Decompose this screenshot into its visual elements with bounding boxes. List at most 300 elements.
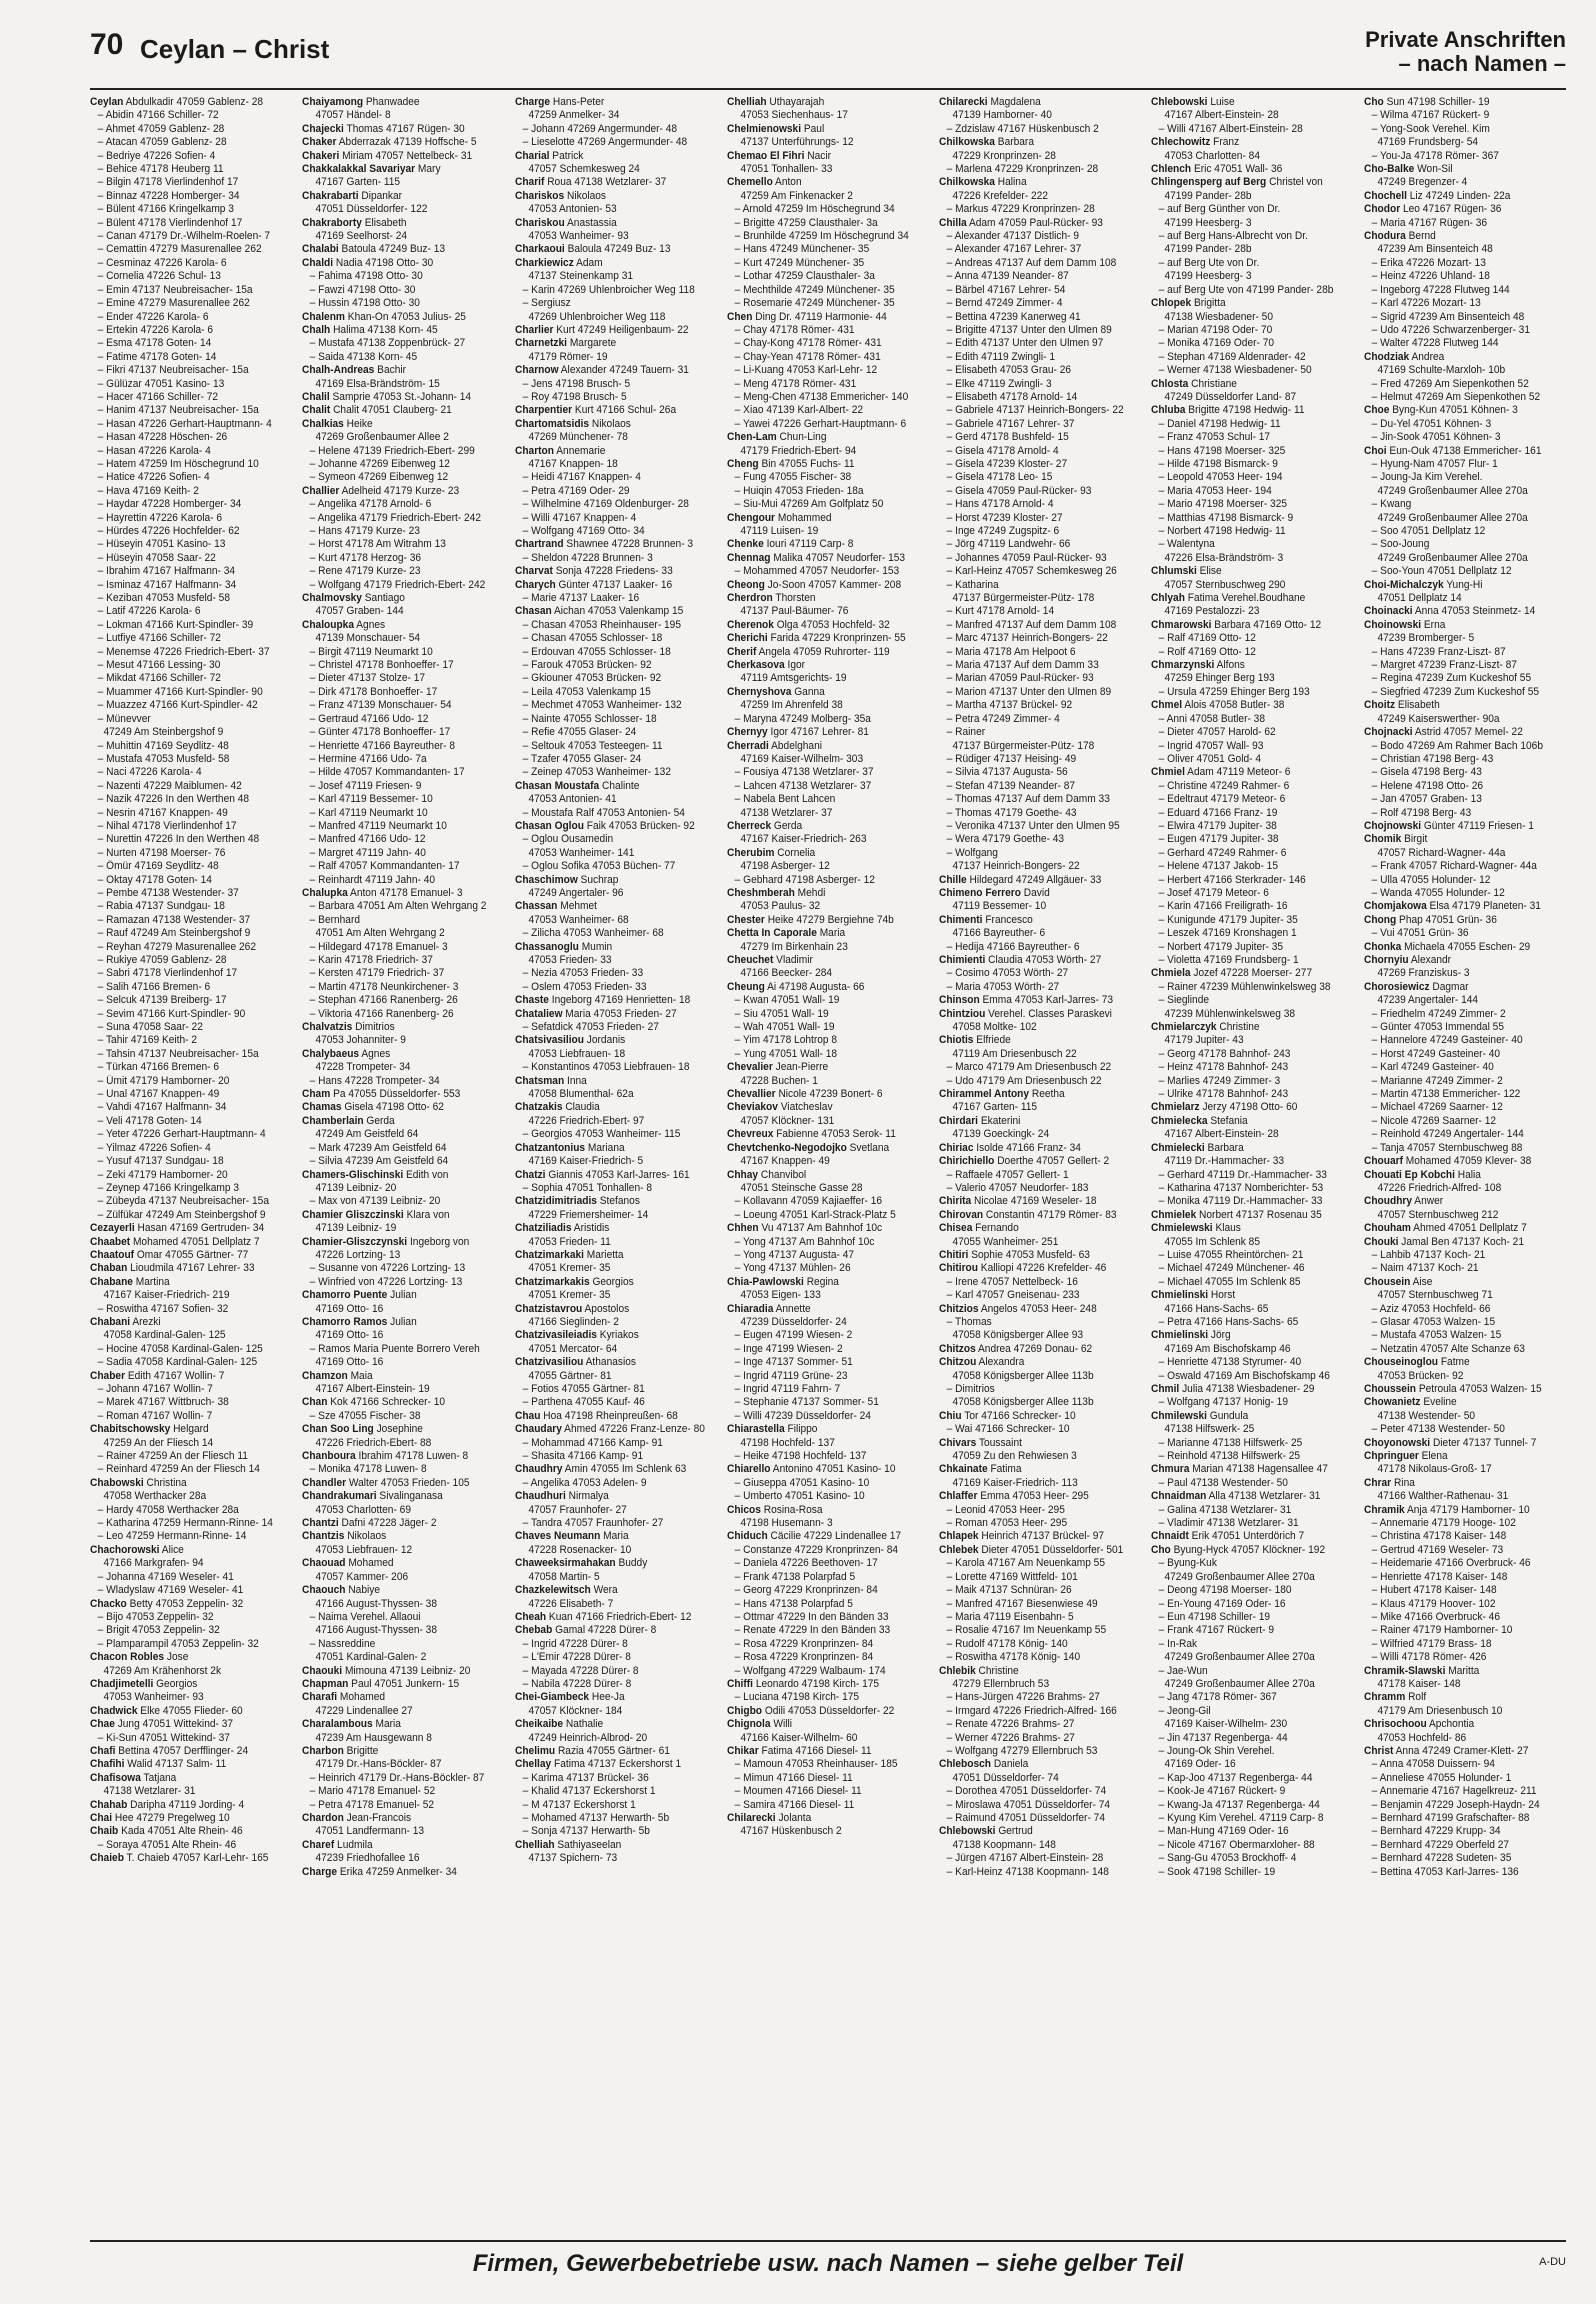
directory-entry: – Zeinep 47053 Wanheimer- 132 [522, 766, 671, 779]
directory-entry: – Jürgen 47167 Albert-Einstein- 28 [946, 1852, 1104, 1865]
directory-entry: – Oglou Ousamedin [522, 833, 613, 846]
directory-entry: 47051 Tonhallen- 33 [740, 163, 833, 176]
directory-entry: 47138 Wetzlarer- 37 [740, 806, 833, 819]
directory-entry: – Manfred 47137 Auf dem Damm 108 [946, 618, 1117, 631]
directory-entry: – Sze 47055 Fischer- 38 [309, 1409, 421, 1422]
directory-entry: 47137 Heinrich-Bongers- 22 [952, 860, 1080, 873]
directory-entry: 47249 Großenbaumer Allee 270a [1164, 1570, 1316, 1583]
directory-entry: – Inge 47249 Zugspitz- 6 [946, 525, 1060, 537]
directory-entry: – Bernhard 47229 Oberfeld 27 [1371, 1838, 1509, 1851]
directory-entry: 47199 Heesberg- 3 [1164, 216, 1252, 229]
directory-entry: – Rosemarie 47249 Münchener- 35 [734, 297, 895, 310]
directory-entry: – Reinhardt 47119 Jahn- 40 [309, 873, 436, 886]
directory-entry: – Ulrike 47178 Bahnhof- 243 [1159, 1088, 1289, 1101]
directory-entry: – Lutfiye 47166 Schiller- 72 [97, 632, 221, 645]
directory-entry: Charif Roua 47138 Wetzlarer- 37 [514, 176, 666, 189]
directory-entry: – Lorette 47169 Wittfeld- 101 [946, 1570, 1078, 1583]
directory-entry: 47058 Königsberger Allee 113b [952, 1369, 1094, 1382]
directory-entry: Challier Adelheid 47179 Kurze- 23 [302, 484, 460, 497]
directory-entry: Chirdari Ekaterini [939, 1114, 1021, 1127]
directory-entry: Chassanoglu Mumin [514, 940, 612, 953]
directory-entry: – Ahmet 47059 Gablenz- 28 [97, 122, 225, 135]
directory-entry: – Karl 47226 Mozart- 13 [1371, 297, 1481, 310]
directory-entry: 47249 Angertaler- 96 [528, 886, 623, 899]
directory-entry: 47167 Knappen- 18 [528, 457, 618, 470]
directory-entry: 47053 Paulus- 32 [740, 900, 821, 913]
directory-entry: Chiarello Antonino 47051 Kasino- 10 [726, 1463, 896, 1476]
directory-entry: – Mechthilde 47249 Münchener- 35 [734, 283, 895, 296]
directory-entry: – Wilfried 47179 Brass- 18 [1371, 1637, 1492, 1650]
directory-entry: Chilkowska Halina [939, 176, 1027, 189]
directory-entry: Chevtchenko-Negodojko Svetlana [726, 1141, 890, 1154]
directory-entry: – Hans 47249 Münchener- 35 [734, 243, 870, 256]
directory-entry: – Margret 47119 Jahn- 40 [309, 846, 427, 859]
directory-entry: – Wah 47051 Wall- 19 [734, 1021, 835, 1034]
directory-entry: 47226 Elsa-Brändström- 3 [1164, 551, 1284, 564]
directory-entry: Chalybaeus Agnes [302, 1047, 391, 1060]
directory-entry: – auf Berg Günther von Dr. [1159, 203, 1281, 216]
directory-entry: 47169 Otto- 16 [315, 1302, 384, 1315]
directory-entry: – Sheldon 47228 Brunnen- 3 [522, 551, 653, 564]
directory-entry: – Türkan 47166 Bremen- 6 [97, 1061, 220, 1074]
directory-entry: – Josef 47179 Meteor- 6 [1159, 886, 1270, 899]
directory-entry: – Hilde 47198 Bismarck- 9 [1159, 457, 1279, 470]
directory-entry: Chamorro Puente Julian [302, 1289, 418, 1302]
directory-entry: Chojnowski Günter 47119 Friesen- 1 [1363, 819, 1534, 832]
directory-entry: – Gertraud 47166 Udo- 12 [309, 712, 429, 725]
directory-entry: – Petra 47169 Oder- 29 [522, 484, 630, 497]
directory-entry: 47269 Am Krähenhorst 2k [103, 1664, 222, 1677]
directory-entry: – Hans 47228 Trompeter- 34 [309, 1074, 440, 1087]
directory-entry: 47229 Lindenallee 27 [315, 1704, 413, 1717]
directory-entry: – Wolfgang 47279 Ellernbruch 53 [946, 1744, 1098, 1757]
directory-entry: – Horst 47178 Am Witrahm 13 [309, 538, 447, 551]
directory-entry: – Lieselotte 47269 Angermunder- 48 [522, 136, 687, 149]
directory-entry: – Gülüzar 47051 Kasino- 13 [97, 377, 225, 390]
directory-entry: – Marlena 47229 Kronprinzen- 28 [946, 163, 1099, 176]
directory-entry: Chia-Pawlowski Regina [726, 1275, 839, 1288]
directory-entry: Chaieb T. Chaieb 47057 Karl-Lehr- 165 [90, 1852, 269, 1865]
directory-entry: – auf Berg Ute von 47199 Pander- 28b [1159, 283, 1334, 296]
directory-entry: Chamas Gisela 47198 Otto- 62 [302, 1101, 445, 1114]
directory-entry: – Edith 47119 Zwingli- 1 [946, 350, 1056, 363]
directory-entry: – Annemarie 47179 Hooge- 102 [1371, 1517, 1516, 1530]
directory-entry: – Dorothea 47051 Düsseldorfer- 74 [946, 1785, 1107, 1798]
directory-entry: – Rosalie 47167 Im Neuenkamp 55 [946, 1624, 1107, 1637]
directory-entry: – Norbert 47179 Jupiter- 35 [1159, 940, 1284, 953]
directory-entry: – Johanna 47169 Weseler- 41 [97, 1570, 234, 1583]
directory-entry: – Chay-Yean 47178 Römer- 431 [734, 350, 881, 363]
directory-entry: – Yong 47137 Mühlen- 26 [734, 1262, 851, 1275]
directory-entry: – Pembe 47138 Westender- 37 [97, 886, 239, 899]
directory-entry: – Gisela 47178 Arnold- 4 [946, 444, 1059, 457]
section-title-line1: Private Anschriften [1365, 27, 1566, 52]
directory-entry: Chmielinski Horst [1151, 1289, 1236, 1302]
directory-entry: – Mikdat 47166 Schiller- 72 [97, 672, 221, 685]
directory-entry: – Karin 47178 Friedrich- 37 [309, 954, 434, 966]
directory-entry: 47228 Trompeter- 34 [315, 1061, 411, 1074]
directory-entry: Cherdron Thorsten [726, 592, 816, 605]
directory-entry: – Reyhan 47279 Masurenallee 262 [97, 940, 257, 953]
directory-entry: Chaloupka Agnes [302, 618, 386, 631]
directory-entry: – Hildegard 47178 Emanuel- 3 [309, 940, 448, 953]
directory-entry: – Wolfgang 47179 Friedrich-Ebert- 242 [309, 578, 486, 591]
footer-note: Firmen, Gewerbebetriebe usw. nach Namen – siehe gelber Teil [472, 2250, 1184, 2277]
directory-entry: 47169 Otto- 16 [315, 1329, 384, 1342]
directory-entry: Chatzistavrou Apostolos [514, 1302, 629, 1315]
directory-entry: – Sevim 47166 Kurt-Spindler- 90 [97, 1007, 246, 1020]
directory-entry: Chiu Tor 47166 Schrecker- 10 [939, 1409, 1076, 1422]
directory-entry: 47053 Frieden- 11 [528, 1235, 611, 1248]
directory-entry: – Erika 47226 Mozart- 13 [1371, 256, 1486, 269]
directory-entry: – Oglou Sofika 47053 Büchen- 77 [522, 860, 675, 873]
directory-entry: – Sophia 47051 Tonhallen- 8 [522, 1181, 652, 1194]
directory-entry: 47057 Schemkesweg 24 [528, 163, 640, 176]
directory-entry: Chatzi Giannis 47053 Karl-Jarres- 161 [514, 1168, 690, 1181]
directory-entry: Chemao El Fihri Nacir [726, 149, 831, 162]
directory-entry: Chlumski Elise [1151, 565, 1223, 578]
directory-entry: 47228 Buchen- 1 [740, 1074, 818, 1087]
directory-entry: – Willi 47239 Düsseldorfer- 24 [734, 1409, 871, 1422]
directory-entry: – Jan 47057 Graben- 13 [1371, 793, 1482, 806]
directory-column [1151, 96, 1353, 2206]
directory-entry: Chmilewski Gundula [1151, 1409, 1249, 1422]
directory-entry: Chamzon Maia [302, 1369, 373, 1382]
directory-entry: Chochell Liz 47249 Linden- 22a [1363, 189, 1511, 202]
directory-entry: – Bülent 47178 Vierlindenhof 17 [97, 216, 243, 229]
directory-entry: – Kunigunde 47179 Jupiter- 35 [1159, 913, 1299, 926]
directory-entry: Chabowski Christina [90, 1476, 187, 1489]
directory-entry: – Mike 47166 Overbruck- 46 [1371, 1610, 1500, 1623]
directory-entry: – Huiqin 47053 Frieden- 18a [734, 484, 864, 497]
directory-entry: Chlechowitz Franz [1151, 136, 1240, 149]
directory-entry: – Hocine 47058 Kardinal-Galen- 125 [97, 1342, 263, 1355]
directory-entry: – Maria 47137 Auf dem Damm 33 [946, 659, 1099, 672]
directory-entry: – Veronika 47137 Unter den Ulmen 95 [946, 819, 1120, 832]
directory-entry: Chomjakowa Elsa 47179 Planeten- 31 [1363, 900, 1541, 913]
directory-entry: Chkainate Fatima [939, 1463, 1022, 1476]
directory-entry: Chatsivasiliou Jordanis [514, 1034, 625, 1047]
directory-entry: Chataliew Maria 47053 Frieden- 27 [514, 1007, 677, 1020]
directory-entry: – Kersten 47179 Friedrich- 37 [309, 967, 445, 980]
directory-entry: 47169 Schulte-Marxloh- 10b [1377, 364, 1505, 377]
directory-entry: Chmarzynski Alfons [1151, 659, 1246, 672]
directory-entry: Charton Annemarie [514, 444, 605, 457]
directory-entry: Charial Patrick [514, 149, 583, 162]
directory-entry: – Horst 47249 Gasteiner- 40 [1371, 1047, 1500, 1060]
directory-entry: Chartrand Shawnee 47228 Brunnen- 3 [514, 538, 693, 551]
directory-entry: 47137 Paul-Bäumer- 76 [740, 605, 849, 618]
directory-entry: – Maik 47137 Schnüran- 26 [946, 1584, 1072, 1597]
directory-entry: Chitirou Kalliopi 47226 Krefelder- 46 [939, 1262, 1107, 1275]
directory-entry: Chmielarczyk Christine [1151, 1021, 1260, 1034]
directory-entry: – Mario 47178 Emanuel- 52 [309, 1785, 436, 1798]
directory-entry: – Max von 47139 Leibniz- 20 [309, 1195, 441, 1208]
directory-entry: – Rolf 47198 Berg- 43 [1371, 806, 1471, 819]
directory-entry: – Daniela 47226 Beethoven- 17 [734, 1557, 878, 1570]
directory-entry: 47169 Kaiser-Friedrich- 113 [952, 1476, 1078, 1489]
directory-entry: Chlingensperg auf Berg Christel von [1151, 176, 1324, 189]
directory-entry: – Oktay 47178 Goten- 14 [97, 873, 212, 886]
directory-entry: – Mustafa 47138 Zoppenbrück- 27 [309, 337, 466, 350]
directory-entry: Chatzimarkaki Marietta [514, 1248, 624, 1261]
directory-entry: – Irmgard 47226 Friedrich-Alfred- 166 [946, 1704, 1117, 1717]
directory-entry: – Haydar 47228 Homberger- 34 [97, 498, 242, 511]
directory-entry: – Symeon 47269 Eibenweg 12 [309, 471, 449, 484]
directory-entry: Chlapek Heinrich 47137 Brückel- 97 [939, 1530, 1105, 1543]
directory-entry: Chantzi Dafni 47228 Jäger- 2 [302, 1517, 437, 1530]
directory-entry: – Wilhelmine 47169 Oldenburger- 28 [522, 498, 689, 511]
directory-entry: – Heidemarie 47166 Overbruck- 46 [1371, 1557, 1531, 1570]
directory-entry: 47179 Friedrich-Ebert- 94 [740, 444, 857, 457]
directory-entry: 47053 Wanheimer- 93 [103, 1691, 204, 1704]
directory-entry: – Josef 47119 Friesen- 9 [309, 779, 422, 792]
directory-entry: 47249 Großenbaumer Allee 270a [1164, 1677, 1316, 1690]
directory-entry: – Luciana 47198 Kirch- 175 [734, 1691, 859, 1704]
directory-entry: – Vladimir 47138 Wetzlarer- 31 [1159, 1517, 1300, 1530]
directory-entry: – Johann 47269 Angermunder- 48 [522, 122, 677, 135]
directory-entry: 47269 Franziskus- 3 [1377, 967, 1470, 980]
directory-entry: 47057 Kammer- 206 [315, 1570, 409, 1583]
directory-entry: – Gerhard 47249 Rahmer- 6 [1159, 846, 1287, 859]
directory-entry: Chirita Nicolae 47169 Weseler- 18 [939, 1195, 1097, 1208]
directory-entry: 47057 Graben- 144 [315, 605, 404, 618]
directory-entry: – Johannes 47059 Paul-Rücker- 93 [946, 551, 1107, 564]
directory-entry: – Bijo 47053 Zeppelin- 32 [97, 1610, 214, 1623]
directory-entry: – Helene 47139 Friedrich-Ebert- 299 [309, 444, 476, 457]
directory-entry: – Edeltraut 47179 Meteor- 6 [1159, 793, 1286, 806]
directory-entry: Chafisowa Tatjana [90, 1771, 177, 1784]
directory-entry: 47259 Anmelker- 34 [528, 109, 620, 122]
directory-entry: – Mamoun 47053 Rheinhauser- 185 [734, 1758, 898, 1771]
directory-entry: – Vui 47051 Grün- 36 [1371, 927, 1469, 940]
directory-entry: – You-Ja 47178 Römer- 367 [1371, 149, 1499, 162]
directory-entry: – Joung-Ja Kim Verehel. [1371, 471, 1483, 484]
directory-entry: – Christina 47178 Kaiser- 148 [1371, 1530, 1506, 1543]
directory-entry: – Violetta 47169 Frundsberg- 1 [1159, 954, 1300, 966]
directory-entry: – L'Emir 47228 Dürer- 8 [522, 1651, 631, 1664]
directory-entry: – Giuseppa 47051 Kasino- 10 [734, 1476, 870, 1489]
directory-entry: – Emin 47137 Neubreisacher- 15a [97, 283, 253, 296]
directory-entry: Ceylan Abdulkadir 47059 Gablenz- 28 [90, 96, 264, 108]
directory-entry: – Gebhard 47198 Asberger- 12 [734, 873, 875, 886]
directory-entry: – Kollavann 47059 Kajiaeffer- 16 [734, 1195, 882, 1208]
directory-entry: Chiaradia Annette [726, 1302, 811, 1315]
directory-entry: – Maria 47053 Wörth- 27 [946, 980, 1060, 993]
directory-entry: 47051 Mercator- 64 [528, 1342, 617, 1355]
directory-entry: – Heinz 47178 Bahnhof- 243 [1159, 1061, 1289, 1074]
directory-entry: Chouarf Mohamed 47059 Klever- 38 [1363, 1155, 1532, 1168]
directory-entry: Chaouad Mohamed [302, 1557, 394, 1570]
directory-entry: – Nainte 47055 Schlosser- 18 [522, 712, 657, 725]
directory-entry: – Emine 47279 Masurenallee 262 [97, 297, 250, 310]
directory-entry: Chaib Kada 47051 Alte Rhein- 46 [90, 1825, 243, 1838]
directory-entry: Chakeri Miriam 47057 Nettelbeck- 31 [302, 149, 473, 162]
directory-entry: – Eugen 47179 Jupiter- 38 [1159, 833, 1279, 846]
directory-entry: – Fawzi 47198 Otto- 30 [309, 283, 416, 296]
directory-entry: Chacon Robles Jose [90, 1651, 189, 1664]
directory-entry: Chimienti Claudia 47053 Wörth- 27 [939, 954, 1102, 966]
directory-entry: – Monika 47119 Dr.-Hammacher- 33 [1159, 1195, 1323, 1208]
directory-entry: – Du-Yel 47051 Köhnen- 3 [1371, 417, 1491, 430]
directory-entry: 47259 Ehinger Berg 193 [1164, 672, 1276, 685]
directory-entry: – Bernhard [309, 913, 361, 926]
directory-entry: Cheviakov Viatcheslav [726, 1101, 833, 1114]
directory-entry: Chmielek Norbert 47137 Rosenau 35 [1151, 1208, 1323, 1221]
directory-entry: – Ingrid 47119 Fahrn- 7 [734, 1383, 841, 1395]
directory-entry: 47051 Düsseldorfer- 74 [952, 1771, 1059, 1784]
directory-entry: 47179 Römer- 19 [528, 350, 608, 363]
directory-entry: – Gisela 47198 Berg- 43 [1371, 766, 1482, 779]
directory-entry: – Ender 47226 Karola- 6 [97, 310, 209, 323]
directory-entry: 47059 Zu den Rehwiesen 3 [952, 1450, 1077, 1463]
directory-entry: – Parthena 47055 Kauf- 46 [522, 1396, 645, 1409]
directory-entry: 47239 Düsseldorfer- 24 [740, 1315, 847, 1328]
directory-entry: Chmiela Jozef 47228 Moerser- 277 [1151, 967, 1313, 980]
directory-entry: – Brigitte 47137 Unter den Ulmen 89 [946, 323, 1112, 336]
directory-entry: Charlier Kurt 47249 Heiligenbaum- 22 [514, 323, 689, 336]
directory-entry: – Leszek 47169 Kronshagen 1 [1159, 927, 1298, 940]
directory-entry: – Walter 47228 Flutweg 144 [1371, 337, 1499, 350]
directory-entry: – Gkiouner 47053 Brücken- 92 [522, 672, 661, 685]
directory-entry: – Sang-Gu 47053 Brockhoff- 4 [1159, 1852, 1297, 1865]
directory-entry: 47053 Brücken- 92 [1377, 1369, 1464, 1382]
page-number: 70 [90, 28, 124, 61]
directory-entry: Chamberlain Gerda [302, 1114, 395, 1127]
directory-entry: Chartomatsidis Nikolaos [514, 417, 631, 430]
directory-entry: 47166 Walther-Rathenau- 31 [1377, 1490, 1508, 1503]
directory-entry: – Hacer 47166 Schiller- 72 [97, 390, 219, 403]
directory-entry: 47249 Am Geistfeld 64 [315, 1128, 419, 1141]
directory-entry: Chakkalakkal Savariyar Mary [302, 163, 441, 176]
directory-entry: – Hans 47179 Kurze- 23 [309, 525, 421, 537]
directory-entry: – Martin 47138 Emmericher- 122 [1371, 1088, 1521, 1101]
directory-entry: – Lokman 47166 Kurt-Spindler- 39 [97, 618, 254, 631]
directory-entry: Cheuchet Vladimir [726, 954, 813, 966]
directory-entry: 47179 Dr.-Hans-Böckler- 87 [315, 1758, 442, 1771]
directory-entry: – Bettina 47053 Karl-Jarres- 136 [1371, 1865, 1519, 1878]
directory-entry: – Roswitha 47167 Sofien- 32 [97, 1302, 229, 1315]
directory-entry: 47249 Düsseldorfer Land- 87 [1164, 390, 1297, 403]
directory-entry: – Sieglinde [1159, 994, 1210, 1007]
directory-entry: 47139 Leibniz- 19 [315, 1222, 397, 1235]
directory-entry: Chorosiewicz Dagmar [1363, 980, 1469, 993]
directory-entry: Chouki Jamal Ben 47137 Koch- 21 [1363, 1235, 1524, 1248]
directory-entry: – Stefan 47139 Neander- 87 [946, 779, 1076, 792]
directory-entry: – Johann 47167 Wollin- 7 [97, 1383, 213, 1395]
directory-entry: 47053 Wanheimer- 68 [528, 913, 629, 926]
directory-entry: – Selcuk 47139 Breiberg- 17 [97, 994, 227, 1007]
directory-entry: – Bernhard 47199 Grafschafter- 88 [1371, 1812, 1530, 1824]
directory-entry: – Karl 47119 Bessemer- 10 [309, 793, 434, 806]
directory-entry: Chakraborty Elisabeth [302, 216, 407, 229]
directory-entry: – Hardy 47058 Werthacker 28a [97, 1503, 239, 1516]
directory-entry: – Heinz 47226 Uhland- 18 [1371, 270, 1490, 283]
directory-entry: Cherenok Olga 47053 Hochfeld- 32 [726, 618, 890, 631]
directory-entry: – Wolfgang 47229 Walbaum- 174 [734, 1664, 886, 1677]
directory-entry: Chasan Aichan 47053 Valenkamp 15 [514, 605, 683, 618]
directory-entry: – Ottmar 47229 In den Bänden 33 [734, 1610, 889, 1623]
directory-entry: – Marlies 47249 Zimmer- 3 [1159, 1074, 1281, 1087]
directory-entry: 47167 Albert-Einstein- 28 [1164, 1128, 1280, 1141]
directory-entry: 47166 Sieglinden- 2 [528, 1315, 619, 1328]
directory-entry: – Zilicha 47053 Wanheimer- 68 [522, 927, 664, 940]
directory-entry: – Matthias 47198 Bismarck- 9 [1159, 511, 1294, 524]
directory-entry: – Esma 47178 Goten- 14 [97, 337, 212, 350]
directory-entry: 47058 Königsberger Allee 113b [952, 1396, 1094, 1409]
directory-entry: – Zülfükar 47249 Am Steinbergshof 9 [97, 1208, 266, 1221]
directory-entry: – Keziban 47053 Musfeld- 58 [97, 592, 230, 605]
directory-entry: Chojnacki Astrid 47057 Memel- 22 [1363, 726, 1523, 739]
directory-entry: – Seltouk 47053 Testeegen- 11 [522, 739, 663, 752]
directory-entry: – Willi 47167 Knappen- 4 [522, 511, 636, 524]
directory-entry: Chelmienowski Paul [726, 122, 825, 135]
directory-entry: Cheng Bin 47055 Fuchs- 11 [726, 457, 855, 470]
directory-entry: – Naim 47137 Koch- 21 [1371, 1262, 1479, 1275]
directory-entry: – Tandra 47057 Fraunhofer- 27 [522, 1517, 663, 1530]
directory-entry: – Yong 47137 Augusta- 47 [734, 1248, 854, 1261]
directory-entry: – Winfried von 47226 Lortzing- 13 [309, 1275, 463, 1288]
directory-entry: – Fousiya 47138 Wetzlarer- 37 [734, 766, 874, 779]
directory-entry: Chisea Fernando [939, 1222, 1019, 1235]
directory-entry: 47199 Pander- 28b [1164, 189, 1252, 202]
directory-entry: – Deong 47198 Moerser- 180 [1159, 1584, 1292, 1597]
directory-entry: 47169 Seelhorst- 24 [315, 230, 408, 243]
directory-entry: – Kurt 47178 Herzog- 36 [309, 551, 422, 564]
directory-entry: – Moustafa Ralf 47053 Antonien- 54 [522, 806, 685, 819]
directory-entry: – Manfred 47166 Udo- 12 [309, 833, 426, 846]
directory-entry: Chardon Jean-Francois [302, 1812, 412, 1824]
directory-entry: – Rainer [946, 726, 986, 739]
directory-entry: – Henriette 47166 Bayreuther- 8 [309, 739, 456, 752]
directory-entry: 47051 Düsseldorfer- 122 [315, 203, 428, 216]
directory-entry: – Ömür 47169 Seydlitz- 48 [97, 860, 219, 873]
directory-entry: Chen-Lam Chun-Ling [726, 431, 827, 444]
directory-entry: Chimeno Ferrero David [939, 886, 1050, 899]
directory-entry: – Daniel 47198 Hedwig- 11 [1159, 417, 1282, 430]
directory-entry: Chramik Anja 47179 Hamborner- 10 [1363, 1503, 1530, 1516]
directory-entry: – Roman 47053 Heer- 295 [946, 1517, 1068, 1530]
directory-entry: – Walentyna [1159, 538, 1216, 551]
directory-entry: – Karola 47167 Am Neuenkamp 55 [946, 1557, 1106, 1570]
directory-entry: – Angelika 47053 Adelen- 9 [522, 1476, 647, 1489]
directory-entry: – Reinhold 47249 Angertaler- 144 [1371, 1128, 1524, 1141]
directory-entry: – Susanne von 47226 Lortzing- 13 [309, 1262, 466, 1275]
directory-entry: – Rene 47179 Kurze- 23 [309, 565, 421, 578]
directory-entry: 47167 Albert-Einstein- 19 [315, 1383, 430, 1395]
directory-entry: Chomik Birgit [1363, 833, 1428, 846]
directory-entry: – Wai 47166 Schrecker- 10 [946, 1423, 1070, 1436]
directory-column [302, 96, 504, 2206]
directory-entry: Cherif Angela 47059 Ruhrorter- 119 [726, 645, 890, 658]
directory-entry: – Anneliese 47055 Holunder- 1 [1371, 1771, 1512, 1784]
directory-entry: – Sigrid 47239 Am Binsenteich 48 [1371, 310, 1525, 323]
directory-entry: – Karin 47166 Freiligrath- 16 [1159, 900, 1288, 913]
directory-entry: Chai Hee 47279 Pregelweg 10 [90, 1812, 230, 1824]
directory-entry: – Michael 47055 Im Schlenk 85 [1159, 1275, 1301, 1288]
directory-entry: 47169 Kaiser-Wilhelm- 230 [1164, 1718, 1288, 1731]
directory-entry: – Günter 47178 Bonhoeffer- 17 [309, 726, 451, 739]
directory-entry: 47198 Hochfeld- 137 [740, 1436, 835, 1449]
directory-entry: – Paul 47138 Westender- 50 [1159, 1476, 1289, 1489]
directory-entry: – Oslem 47053 Frieden- 33 [522, 980, 647, 993]
directory-entry: Chitzos Andrea 47269 Donau- 62 [939, 1342, 1093, 1355]
directory-entry: Chandrakumari Sivalinganasa [302, 1490, 444, 1503]
directory-entry: 47166 Hans-Sachs- 65 [1164, 1302, 1269, 1315]
directory-entry: 47053 Hochfeld- 86 [1377, 1731, 1466, 1744]
directory-entry: – Li-Kuang 47053 Karl-Lehr- 12 [734, 364, 878, 377]
directory-entry: – Bettina 47239 Kanerweg 41 [946, 310, 1081, 323]
